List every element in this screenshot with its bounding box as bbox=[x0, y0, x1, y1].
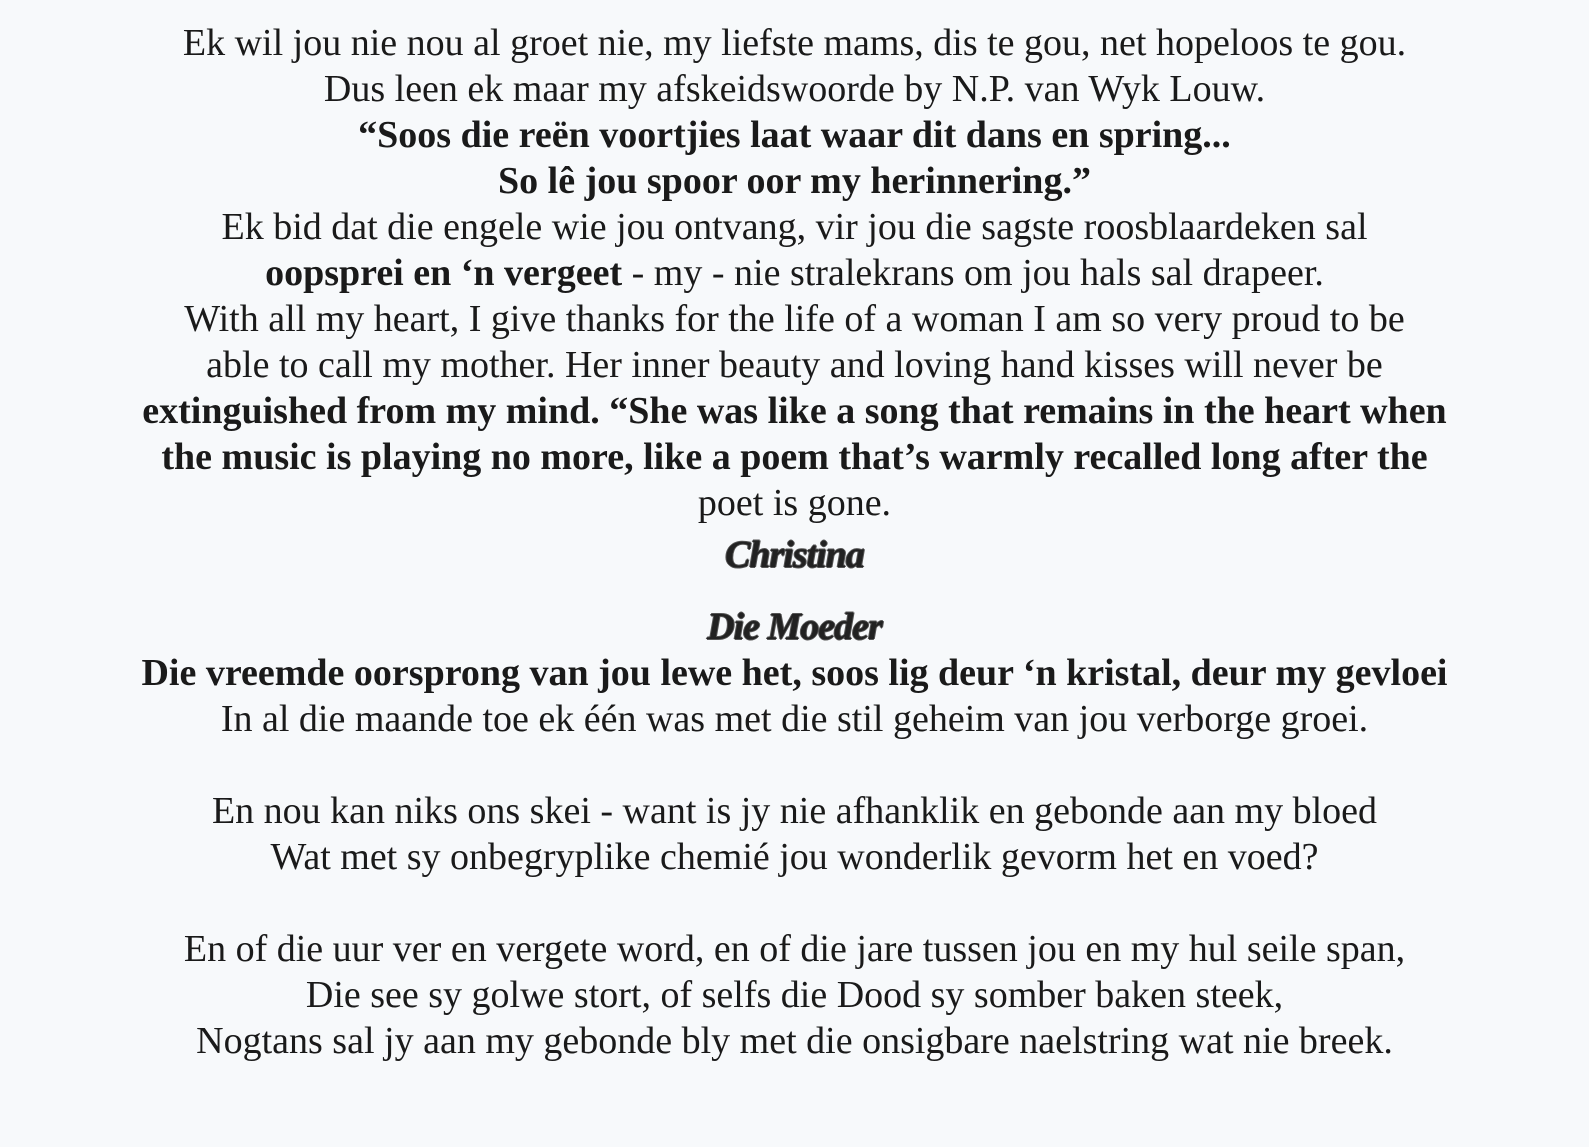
stanza-spacer bbox=[0, 880, 1589, 926]
poem-stanza-3-line-2: Die see sy golwe stort, of selfs die Dood sy somber baken steek, bbox=[305, 974, 1284, 1016]
quote-line-2: So lê jou spoor oor my herinnering.” bbox=[498, 160, 1091, 202]
tribute-line-6-rest: - my - nie stralekrans om jou hals sal drapeer. bbox=[622, 252, 1324, 294]
poem-title: Die Moeder bbox=[707, 606, 882, 648]
poem-section bbox=[0, 604, 1589, 1064]
tribute-line-6-bold: oopsprei en ‘n vergeet bbox=[265, 252, 623, 294]
section-spacer bbox=[0, 580, 1589, 604]
tribute-line-11: poet is gone. bbox=[697, 482, 892, 524]
tribute-line-8: able to call my mother. Her inner beauty and loving hand kisses will never be bbox=[206, 344, 1383, 386]
tribute-line-1: Ek wil jou nie nou al groet nie, my liefste mams, dis te gou, net hopeloos te gou. bbox=[182, 22, 1407, 64]
poem-stanza-3-line-1: En of die uur ver en vergete word, en of die jare tussen jou en my hul seile span, bbox=[183, 928, 1406, 970]
tribute-line-2: Dus leen ek maar my afskeidswoorde by N.P. van Wyk Louw. bbox=[323, 68, 1266, 110]
poem-stanza-1-line-2: In al die maande toe ek één was met die stil geheim van jou verborge groei. bbox=[220, 698, 1369, 740]
poem-stanza-3-line-3: Nogtans sal jy aan my gebonde bly met die onsigbare naelstring wat nie breek. bbox=[196, 1020, 1393, 1062]
signature: Christina bbox=[725, 534, 864, 576]
quote-line-1: “Soos die reën voortjies laat waar dit dans en spring... bbox=[358, 114, 1231, 156]
tribute-line-9: extinguished from my mind. “She was like a song that remains in the heart when bbox=[142, 390, 1447, 432]
tribute-line-6 bbox=[0, 250, 1589, 296]
stanza-spacer bbox=[0, 742, 1589, 788]
tribute-line-7: With all my heart, I give thanks for the life of a woman I am so very proud to be bbox=[184, 298, 1405, 340]
poem-stanza-2-line-1: En nou kan niks ons skei - want is jy nie afhanklik en gebonde aan my bloed bbox=[211, 790, 1378, 832]
tribute-line-10: the music is playing no more, like a poem that’s warmly recalled long after the bbox=[161, 436, 1428, 478]
poem-stanza-2-line-2: Wat met sy onbegryplike chemié jou wonderlik gevorm het en voed? bbox=[270, 836, 1319, 878]
poem-stanza-1-line-1: Die vreemde oorsprong van jou lewe het, soos lig deur ‘n kristal, deur my gevloei bbox=[141, 652, 1448, 694]
tribute-section bbox=[0, 20, 1589, 580]
tribute-line-5: Ek bid dat die engele wie jou ontvang, vir jou die sagste roosblaardeken sal bbox=[221, 206, 1368, 248]
